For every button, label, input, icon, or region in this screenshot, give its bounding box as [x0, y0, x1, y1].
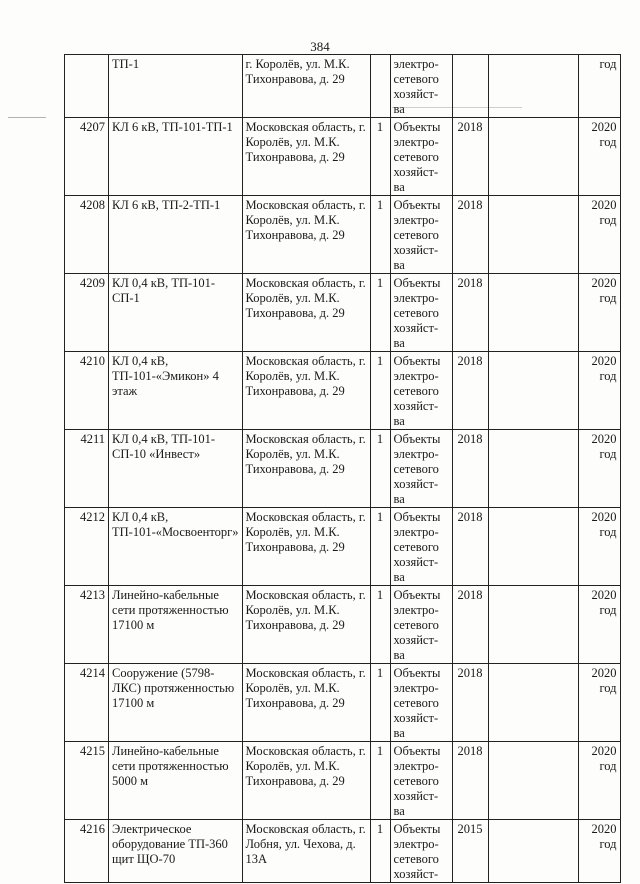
row-number-cell: 4213: [65, 586, 109, 664]
quantity-cell: 1: [370, 820, 390, 883]
empty-cell: [488, 55, 578, 118]
quantity-cell: 1: [370, 430, 390, 508]
year-cell: 2018: [452, 742, 488, 820]
empty-cell: [488, 196, 578, 274]
category-cell: Объекты электро-сетевого хозяйст-ва: [390, 508, 452, 586]
table-row: [65, 820, 621, 883]
year-cell: 2015: [452, 820, 488, 883]
row-number-cell: 4208: [65, 196, 109, 274]
address-cell: г. Королёв, ул. М.К. Тихонравова, д. 29: [242, 55, 370, 118]
category-cell: Объекты электро-сетевого хозяйст-: [390, 820, 452, 883]
empty-cell: [488, 742, 578, 820]
category-cell: Объекты электро-сетевого хозяйст-ва: [390, 352, 452, 430]
table-row: [65, 352, 621, 430]
row-number-cell: 4214: [65, 664, 109, 742]
row-number-cell: 4216: [65, 820, 109, 883]
table-row: [65, 586, 621, 664]
category-cell: Объекты электро-сетевого хозяйст-ва: [390, 664, 452, 742]
empty-cell: [488, 274, 578, 352]
period-cell: 2020 год: [578, 742, 620, 820]
quantity-cell: 1: [370, 274, 390, 352]
quantity-cell: 1: [370, 586, 390, 664]
category-cell: Объекты электро-сетевого хозяйст-ва: [390, 196, 452, 274]
year-cell: 2018: [452, 118, 488, 196]
object-name-cell: Линейно-кабельные сети протяженностью 17100 м: [109, 586, 243, 664]
row-number-cell: 4210: [65, 352, 109, 430]
period-cell: 2020 год: [578, 196, 620, 274]
year-cell: 2018: [452, 508, 488, 586]
address-cell: Московская область, г. Королёв, ул. М.К. Тихонравова, д. 29: [242, 196, 370, 274]
period-cell: 2020 год: [578, 352, 620, 430]
object-name-cell: Линейно-кабельные сети протяженностью 5000 м: [109, 742, 243, 820]
table-row: [65, 55, 621, 118]
year-cell: 2018: [452, 274, 488, 352]
row-number-cell: 4215: [65, 742, 109, 820]
empty-cell: [488, 586, 578, 664]
year-cell: 2018: [452, 196, 488, 274]
address-cell: Московская область, г. Королёв, ул. М.К. Тихонравова, д. 29: [242, 118, 370, 196]
row-number-cell: 4207: [65, 118, 109, 196]
row-number-cell: 4212: [65, 508, 109, 586]
address-cell: Московская область, г. Королёв, ул. М.К. Тихонравова, д. 29: [242, 430, 370, 508]
object-name-cell: КЛ 0,4 кВ, ТП-101-«Эмикон» 4 этаж: [109, 352, 243, 430]
address-cell: Московская область, г. Королёв, ул. М.К. Тихонравова, д. 29: [242, 352, 370, 430]
table-row: [65, 274, 621, 352]
table-row: [65, 118, 621, 196]
period-cell: 2020 год: [578, 118, 620, 196]
address-cell: Московская область, г. Королёв, ул. М.К. Тихонравова, д. 29: [242, 664, 370, 742]
quantity-cell: 1: [370, 352, 390, 430]
object-name-cell: КЛ 0,4 кВ, ТП-101-СП-1: [109, 274, 243, 352]
object-name-cell: КЛ 0,4 кВ, ТП-101-«Мосвоенторг»: [109, 508, 243, 586]
period-cell: 2020 год: [578, 430, 620, 508]
table-row: [65, 508, 621, 586]
address-cell: Московская область, г. Лобня, ул. Чехова, д. 13А: [242, 820, 370, 883]
quantity-cell: 1: [370, 742, 390, 820]
address-cell: Московская область, г. Королёв, ул. М.К. Тихонравова, д. 29: [242, 586, 370, 664]
object-name-cell: КЛ 6 кВ, ТП-2-ТП-1: [109, 196, 243, 274]
period-cell: 2020 год: [578, 274, 620, 352]
table-row: [65, 196, 621, 274]
year-cell: 2018: [452, 586, 488, 664]
object-name-cell: КЛ 6 кВ, ТП-101-ТП-1: [109, 118, 243, 196]
year-cell: 2018: [452, 352, 488, 430]
object-name-cell: Электрическое оборудование ТП-360 щит ЩО-70: [109, 820, 243, 883]
row-number-cell: 4211: [65, 430, 109, 508]
table-row: [65, 430, 621, 508]
object-name-cell: ТП-1: [109, 55, 243, 118]
table-row: [65, 664, 621, 742]
object-name-cell: Сооружение (5798-ЛКС) протяженностью 17100 м: [109, 664, 243, 742]
category-cell: электро-сетевого хозяйст-ва: [390, 55, 452, 118]
address-cell: Московская область, г. Королёв, ул. М.К. Тихонравова, д. 29: [242, 274, 370, 352]
category-cell: Объекты электро-сетевого хозяйст-ва: [390, 274, 452, 352]
quantity-cell: 1: [370, 508, 390, 586]
page-number: 384: [310, 39, 330, 54]
category-cell: Объекты электро-сетевого хозяйст-ва: [390, 742, 452, 820]
empty-cell: [488, 820, 578, 883]
year-cell: 2018: [452, 430, 488, 508]
empty-cell: [488, 664, 578, 742]
category-cell: Объекты электро-сетевого хозяйст-ва: [390, 118, 452, 196]
quantity-cell: [370, 55, 390, 118]
object-name-cell: КЛ 0,4 кВ, ТП-101-СП-10 «Инвест»: [109, 430, 243, 508]
quantity-cell: 1: [370, 664, 390, 742]
empty-cell: [488, 430, 578, 508]
period-cell: 2020 год: [578, 586, 620, 664]
quantity-cell: 1: [370, 118, 390, 196]
year-cell: [452, 55, 488, 118]
row-number-cell: [65, 55, 109, 118]
empty-cell: [488, 352, 578, 430]
empty-cell: [488, 508, 578, 586]
period-cell: год: [578, 55, 620, 118]
period-cell: 2020 год: [578, 820, 620, 883]
quantity-cell: 1: [370, 196, 390, 274]
category-cell: Объекты электро-сетевого хозяйст-ва: [390, 586, 452, 664]
table-row: [65, 742, 621, 820]
category-cell: Объекты электро-сетевого хозяйст-ва: [390, 430, 452, 508]
period-cell: 2020 год: [578, 508, 620, 586]
address-cell: Московская область, г. Королёв, ул. М.К. Тихонравова, д. 29: [242, 742, 370, 820]
scan-artifact-left: [8, 117, 46, 118]
period-cell: 2020 год: [578, 664, 620, 742]
year-cell: 2018: [452, 664, 488, 742]
row-number-cell: 4209: [65, 274, 109, 352]
table-body: [65, 55, 621, 883]
empty-cell: [488, 118, 578, 196]
address-cell: Московская область, г. Королёв, ул. М.К. Тихонравова, д. 29: [242, 508, 370, 586]
registry-table: [64, 54, 621, 883]
